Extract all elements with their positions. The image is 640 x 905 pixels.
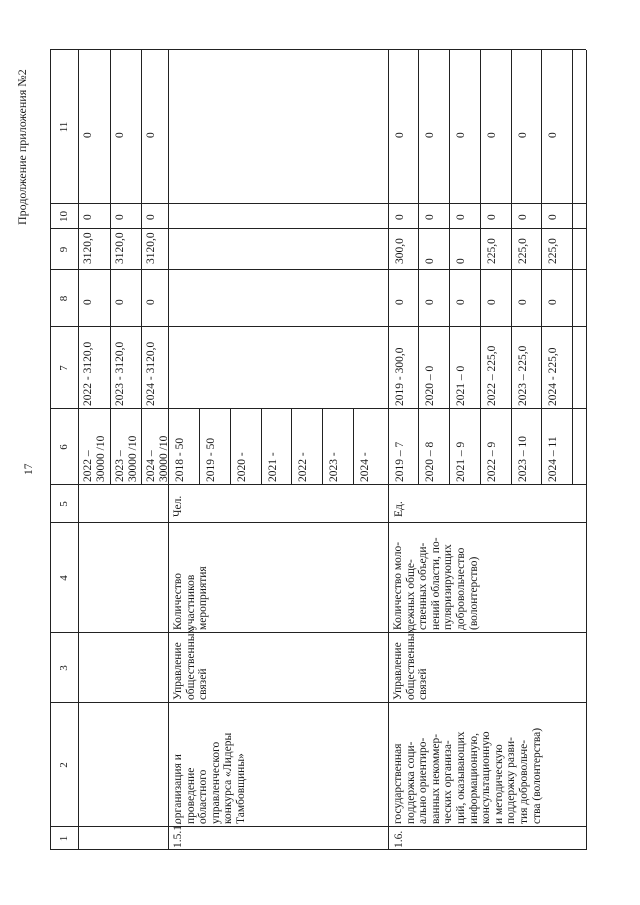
block2-col8: 0 [547,299,559,305]
header-divider [78,50,79,850]
block2-col10: 0 [547,214,559,220]
block2-col10: 0 [394,214,406,220]
block0-col11: 0 [82,132,94,138]
block2-col11: 0 [424,132,436,138]
block2-col10: 0 [486,214,498,220]
row-divider [141,50,142,485]
block2-col6: 2022 – 9 [486,441,498,482]
block2-name: государственная поддержка соци- ально ориентиро- ванных некоммер- ческих организа- ций, оказывающих информационную, консультационную и методическую поддержку разви- тия добровольче- ства (волонтерства) [392,727,543,824]
annex-title: Продолжение приложения №2 [15,69,29,225]
block2-col7: 2023 – 225,0 [517,345,529,406]
block2-col6: 2020 – 8 [424,441,436,482]
column-divider [50,203,586,204]
block2-col8: 0 [394,299,406,305]
block0-col8: 0 [82,299,94,305]
block0-col9: 3120,0 [82,232,94,264]
block1-unit: Чел. [172,495,184,517]
column-header-5: 5 [58,501,70,507]
block2-col9: 225,0 [486,238,498,264]
block2-col8: 0 [486,299,498,305]
block2-col9: 0 [424,258,436,264]
column-divider [50,632,586,633]
column-divider [50,326,586,327]
column-header-4: 4 [58,575,70,581]
row-divider [511,50,512,485]
block2-col11: 0 [394,132,406,138]
block2-col9: 225,0 [517,238,529,264]
block2-col11: 0 [486,132,498,138]
block2-col7: 2024 - 225,0 [547,347,559,406]
block2-col9: 300,0 [394,238,406,264]
block0-col11: 0 [145,132,157,138]
block1-value: 2021 - [267,452,279,482]
column-divider [50,269,586,270]
block0-col7: 2024 - 3120,0 [145,341,157,406]
row-divider [418,50,419,485]
block0-col7: 2022 - 3120,0 [82,341,94,406]
row-divider [110,50,111,485]
block2-col10: 0 [517,214,529,220]
block2-col6: 2021 – 9 [455,441,467,482]
block1-value: 2022 - [297,452,309,482]
row-divider [199,409,200,485]
section-divider [388,50,389,850]
table-border-bottom [586,50,587,850]
block1-value: 2024 - [359,452,371,482]
column-header-2: 2 [58,762,70,768]
block0-col6: 2024 – 30000 /10 [145,435,170,482]
row-divider [230,409,231,485]
column-header-8: 8 [58,295,70,302]
table-border-left [50,849,586,850]
block2-col11: 0 [517,132,529,138]
block1-indicator: Количество участников мероприятия [172,566,210,630]
block1-value: 2023 - [328,452,340,482]
block2-executor: Управление общественных связей [392,627,430,700]
block1-value: 2020 - [236,452,248,482]
block2-col6: 2024 – 11 [547,436,559,482]
block1-value: 2019 - 50 [205,437,217,482]
column-divider [50,228,586,229]
table-border-right [50,49,586,50]
block2-col7: 2021 – 0 [455,365,467,406]
block2-col11: 0 [455,132,467,138]
block1-executor: Управление общественных связей [172,627,210,700]
block2-unit: Ед. [393,501,405,517]
block2-col8: 0 [517,299,529,305]
column-header-10: 10 [58,211,70,222]
row-divider [322,409,323,485]
block0-col10: 0 [145,214,157,220]
row-divider [572,50,573,485]
row-divider [291,409,292,485]
row-divider [353,409,354,485]
block0-col9: 3120,0 [114,232,126,264]
block1-value: 2018 - 50 [174,437,186,482]
block2-col8: 0 [424,299,436,305]
row-divider [480,50,481,485]
column-header-9: 9 [58,246,70,253]
block0-col9: 3120,0 [145,232,157,264]
block2-col7: 2020 – 0 [424,365,436,406]
block2-col9: 0 [455,258,467,264]
block0-col10: 0 [82,214,94,220]
column-header-7: 7 [58,365,70,371]
table-border-top [50,50,51,850]
column-divider [50,522,586,523]
block2-col9: 225,0 [547,238,559,264]
page-number: 17 [23,463,35,475]
block0-col10: 0 [114,214,126,220]
row-divider [541,50,542,485]
block2-number: 1.6. [393,830,405,848]
block2-col7: 2022 – 225,0 [486,345,498,406]
block0-col7: 2023 - 3120,0 [114,341,126,406]
block0-col6: 2023 – 30000 /10 [114,435,139,482]
block0-col8: 0 [114,299,126,305]
block1-number: 1.5.1. [172,822,184,848]
column-divider [50,484,586,485]
block0-col11: 0 [114,132,126,138]
column-divider [50,702,586,703]
block2-col11: 0 [547,132,559,138]
row-divider [261,409,262,485]
column-divider [50,408,586,409]
column-header-3: 3 [58,665,70,671]
block2-col7: 2019 - 300,0 [394,347,406,406]
block0-col8: 0 [145,299,157,305]
block2-col6: 2019 – 7 [394,441,406,482]
block2-col10: 0 [455,214,467,220]
block2-col6: 2023 – 10 [517,436,529,482]
block1-name: организация и проведение областного управленческого конкурса «Лидеры Тамбовщины» [172,732,247,824]
column-header-1: 1 [58,835,70,842]
column-header-11: 11 [58,121,70,133]
block2-col10: 0 [424,214,436,220]
block0-col6: 2022 – 30000 /10 [82,435,107,482]
block2-col8: 0 [455,299,467,305]
row-divider [449,50,450,485]
column-divider [50,826,586,827]
column-header-6: 6 [58,444,70,450]
block2-indicator: Количество моло- дежных обще- ственных объеди- нений области, по- пуляризирующих добровольчество (волонтерство) [392,537,480,630]
